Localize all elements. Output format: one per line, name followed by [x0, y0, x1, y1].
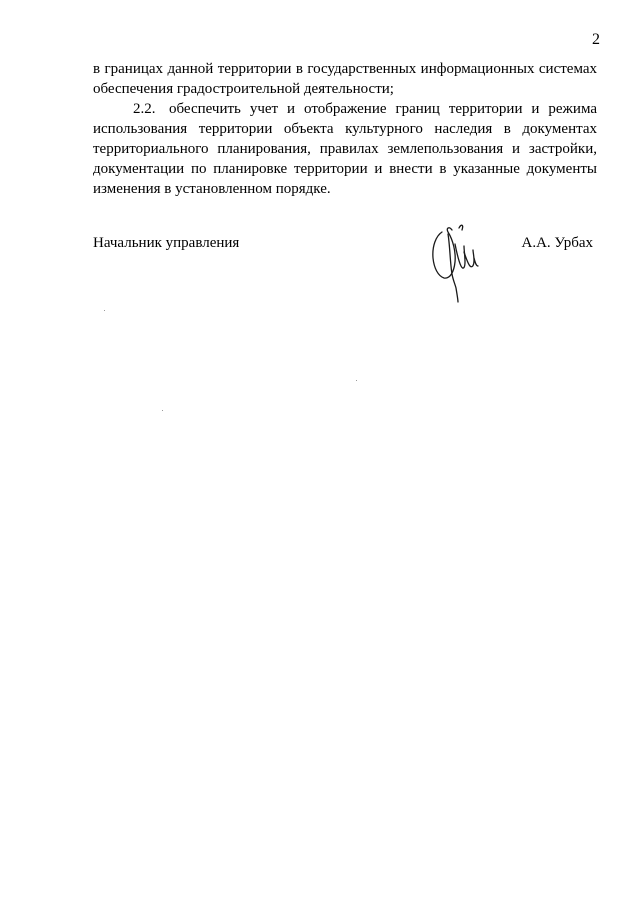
- item-number: 2.2.: [133, 101, 156, 117]
- page-number: 2: [592, 31, 600, 48]
- handwritten-signature: [428, 222, 484, 304]
- scan-speck: [356, 380, 357, 381]
- signer-name: А.А. Урбах: [521, 235, 593, 251]
- signer-title: Начальник управления: [93, 235, 240, 251]
- paragraph-item-2-2: [93, 99, 597, 199]
- scan-speck: [162, 410, 163, 411]
- paragraph-continuation: в границах данной территории в государственных информационных системах обеспечения градостроительной деятельности;: [93, 61, 597, 97]
- item-text: обеспечить учет и отображение границ территории и режима использования территории объекта культурного наследия в документах территориального планирования, правилах землепользования и застройки, документации по планировке территории и внести в указанные документы изменения в установленном порядке.: [93, 101, 597, 197]
- scan-speck: [104, 310, 105, 311]
- signature-block: [93, 233, 597, 257]
- document-body: [93, 59, 597, 199]
